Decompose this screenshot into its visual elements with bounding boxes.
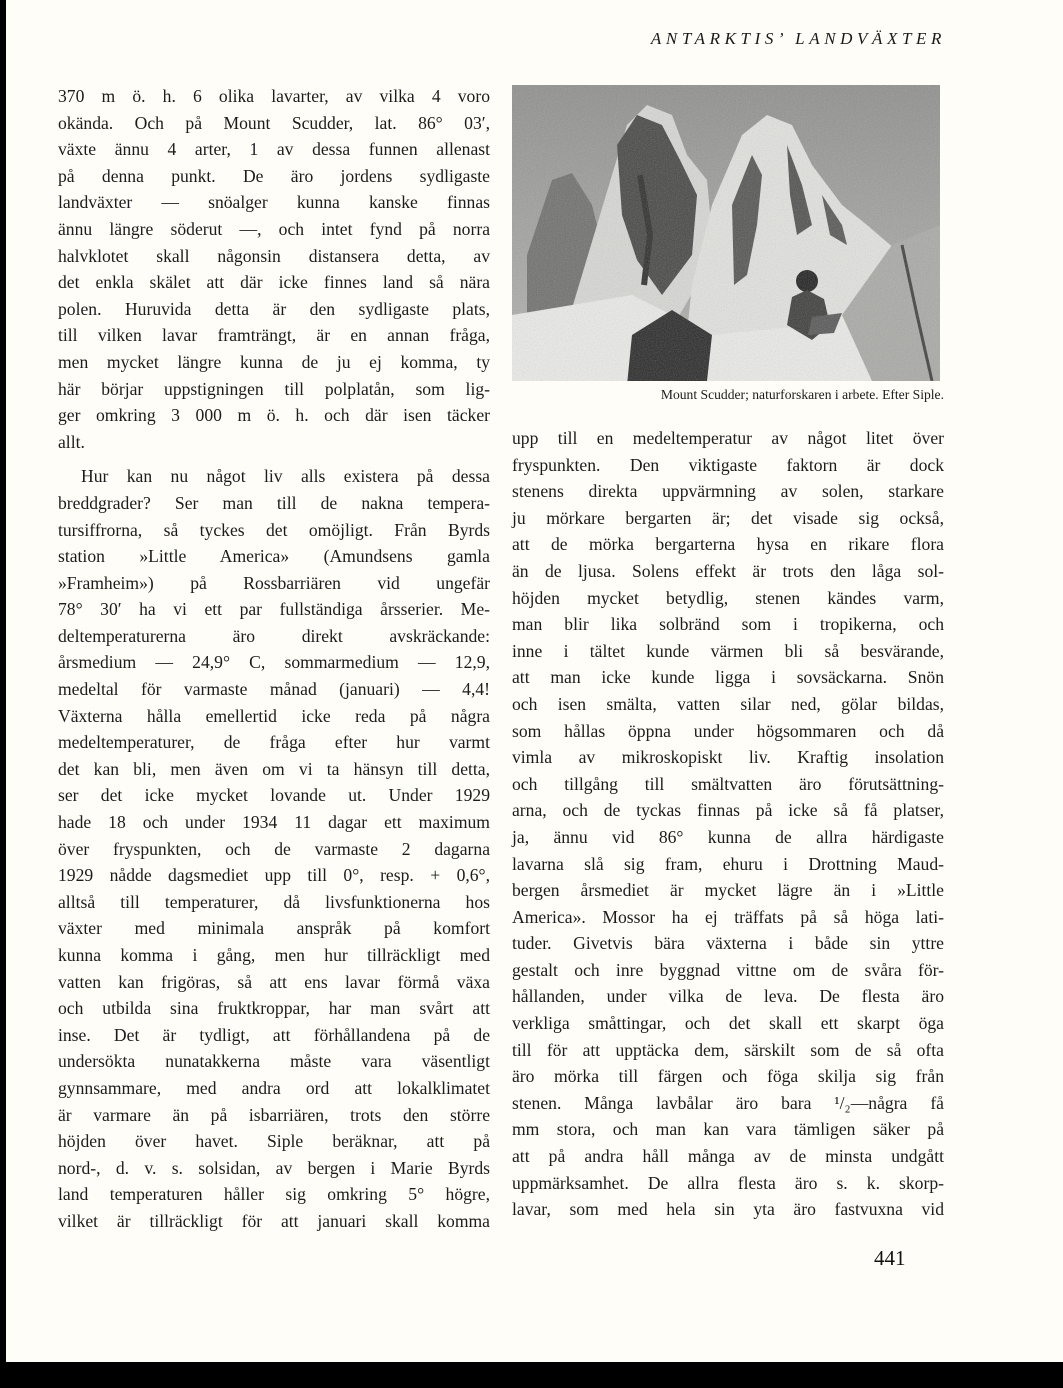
text-line: och isen smälta, vatten silar ned, gölar bildas, <box>512 693 944 714</box>
text-line: landväxter — snöalger kunna kanske finnas <box>58 192 490 213</box>
right-column <box>512 425 944 1223</box>
text-line: bergen årsmediet är mycket lägre än i »Little <box>512 880 944 901</box>
book-page <box>6 0 1063 1362</box>
text-line: uppmärksamhet. De allra flesta äro s. k. skorp- <box>512 1172 944 1193</box>
left-column <box>58 83 490 1235</box>
text-line: deltemperaturerna äro direkt avskräckande: <box>58 625 490 646</box>
text-line: ger omkring 3 000 m ö. h. och där isen täcker <box>58 405 490 426</box>
text-line: medeltal för varmaste månad (januari) — 4,4! <box>58 679 490 700</box>
text-line: är varmare än på isbarriären, trots den större <box>58 1104 490 1125</box>
text-line: växter med minimala anspråk på komfort <box>58 918 490 939</box>
text-line: till vilken lavar framträngt, är en annan fråga, <box>58 325 490 346</box>
text-line: att på andra håll många av de minsta undgått <box>512 1146 944 1167</box>
paragraph-gap <box>58 455 490 463</box>
text-line: hade 18 och under 1934 11 dagar ett maximum <box>58 812 490 833</box>
text-line: årsmedium — 24,9° C, sommarmedium — 12,9, <box>58 652 490 673</box>
text-line: men mycket längre kunna de ju ej komma, ty <box>58 351 490 372</box>
text-line: det kan bli, men även om vi ta hänsyn till detta, <box>58 758 490 779</box>
text-line: vilket är tillräckligt för att januari skall komma <box>58 1210 490 1231</box>
page-number: 441 <box>874 1246 906 1270</box>
paragraph-2 <box>58 463 490 1234</box>
figure-caption: Mount Scudder; naturforskaren i arbete. Efter Siple. <box>660 387 944 402</box>
text-line: på denna punkt. De äro jordens sydligaste <box>58 165 490 186</box>
paragraph-continued <box>512 425 944 1223</box>
text-line: verkliga småttingar, och det skall ett skarpt öga <box>512 1013 944 1034</box>
text-line: station »Little America» (Amundsens gamla <box>58 546 490 567</box>
text-line: stenen. Många lavbålar äro bara ¹/₂—några få <box>512 1092 944 1113</box>
text-line: mm stora, och man kan vara tämligen säker på <box>512 1119 944 1140</box>
text-line: alltså till temperaturer, då livsfunktionerna hos <box>58 891 490 912</box>
text-line: land temperaturen håller sig omkring 5° högre, <box>58 1184 490 1205</box>
text-line: kunna komma i gång, men hur tillräckligt med <box>58 945 490 965</box>
text-line: okända. Och på Mount Scudder, lat. 86° 03′, <box>58 112 490 133</box>
paragraph-1 <box>58 83 490 455</box>
text-line: stenens direkta uppvärmning av solen, starkare <box>512 481 944 502</box>
text-line: polen. Huruvida detta är den sydligaste plats, <box>58 298 490 319</box>
text-line: att man icke kunde ligga i sovsäckarna. Snön <box>512 667 944 688</box>
mountain-photo-illustration <box>512 85 940 381</box>
text-line: fryspunkten. Den viktigaste faktorn är dock <box>512 454 944 475</box>
text-line: gynnsammare, med andra ord att lokalklimatet <box>58 1077 490 1098</box>
text-line: här börjar uppstigningen till polplatån, som lig- <box>58 378 490 399</box>
text-line: America». Mossor ha ej träffats på så höga lati- <box>512 906 944 927</box>
text-line: allt. <box>58 431 85 452</box>
text-line: ju mörkare bergarten är; det visade sig också, <box>512 507 944 528</box>
mount-scudder-photo <box>512 85 940 381</box>
text-line: inne i tältet kunde värmen bli så besvärande, <box>512 640 944 661</box>
text-line: halvklotet skall någonsin distansera detta, av <box>58 245 490 266</box>
text-line: Hur kan nu något liv alls existera på dessa <box>81 466 490 487</box>
running-header: ANTARKTIS’ LANDVÄXTER <box>650 29 946 48</box>
text-line: 78° 30′ ha vi ett par fullständiga årsserier. Me- <box>58 599 490 620</box>
text-line: breddgrader? Ser man till de nakna tempera- <box>58 492 490 513</box>
text-line: vatten kan frigöras, så att ens lavar förmå växa <box>58 971 490 992</box>
text-line: medeltemperaturer, de fråga efter hur varmt <box>58 732 490 753</box>
text-line: över fryspunkten, och de varmaste 2 dagarna <box>58 838 490 859</box>
text-line: 1929 nådde dagsmediet upp till 0°, resp. + 0,6°, <box>58 865 490 886</box>
text-line: vimla av mikroskopiskt liv. Kraftig insolation <box>512 747 944 768</box>
text-line: nord-, d. v. s. solsidan, av bergen i Marie Byrds <box>58 1157 490 1178</box>
text-line: det enkla skälet att där icke finnes land så nära <box>58 272 490 293</box>
text-line: arna, och de tyckas finnas på icke så få platser, <box>512 800 944 821</box>
text-line: växte ännu 4 arter, 1 av dessa funnen allenast <box>58 139 490 160</box>
text-line: äro mörka till färgen och föga skilja sig från <box>512 1066 944 1087</box>
text-line: ser det icke mycket lovande ut. Under 1929 <box>58 785 490 806</box>
text-line: man blir lika solbränd som i tropikerna, och <box>512 614 944 635</box>
text-line: hållanden, under vilka de leva. De flesta äro <box>512 986 944 1007</box>
text-line: som hållas öppna under högsommaren och då <box>512 720 944 741</box>
text-line: upp till en medeltemperatur av något litet över <box>512 428 944 448</box>
text-line: ännu längre söderut —, och intet fynd på norra <box>58 218 490 239</box>
text-line: höjden mycket betydlig, stenen kändes varm, <box>512 587 944 608</box>
text-line: än de ljusa. Solens effekt är trots den låga sol- <box>512 560 944 581</box>
text-line: tursiffrorna, så tyckes det omöjligt. Från Byrds <box>58 519 490 540</box>
text-line: höjden över havet. Siple beräknar, att på <box>58 1131 490 1152</box>
text-line: och utbilda sina fruktkroppar, har man svårt att <box>58 998 490 1019</box>
text-line: lavar, som med hela sin yta äro fastvuxna vid <box>512 1199 944 1220</box>
text-line: ja, ännu vid 86° kunna de allra härdigaste <box>512 826 944 847</box>
text-line: och tillgång till smältvatten äro förutsättning- <box>512 773 944 794</box>
text-line: lavarna slå sig fram, ehuru i Drottning Maud- <box>512 853 944 874</box>
text-line: inse. Det är tydligt, att förhållandena på de <box>58 1024 490 1045</box>
text-line: Växterna hålla emellertid icke reda på några <box>58 705 490 726</box>
text-line: »Framheim») på Rossbarriären vid ungefär <box>58 572 490 593</box>
text-line: gestalt och inre byggnad vittne om de svåra för- <box>512 959 944 980</box>
text-line: tuder. Givetvis bära växterna i både sin yttre <box>512 933 944 954</box>
text-line: att de mörka bergarterna hysa en rikare flora <box>512 534 944 555</box>
text-line: 370 m ö. h. 6 olika lavarter, av vilka 4 voro <box>58 86 490 106</box>
text-line: till för att upptäcka dem, särskilt som de så ofta <box>512 1039 944 1060</box>
text-line: undersökta nunatakkerna måste vara väsentligt <box>58 1051 490 1072</box>
